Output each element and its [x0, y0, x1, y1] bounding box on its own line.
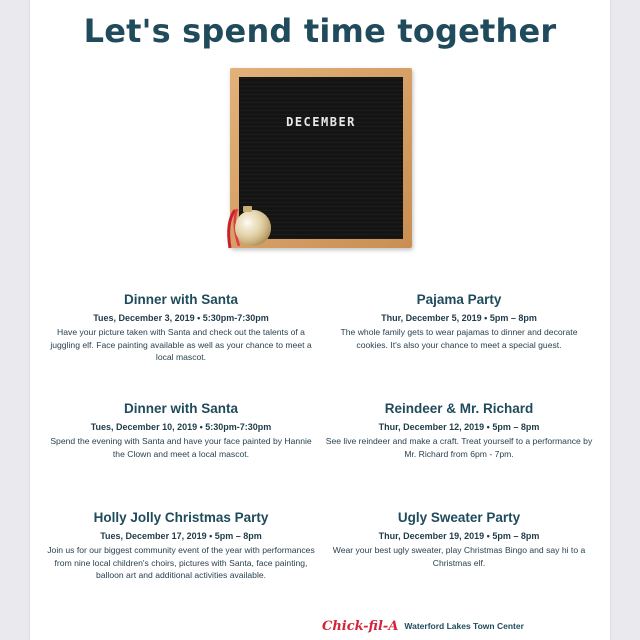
- event-description: Have your picture taken with Santa and check out the talents of a juggling elf. Face painting available as well as your chance to meet a local mascot.: [50, 327, 312, 363]
- event-pajama-party: [324, 292, 594, 351]
- event-description: See live reindeer and make a craft. Treat yourself to a performance by Mr. Richard from 6pm - 7pm.: [325, 436, 593, 459]
- event-datetime: Tues, December 10, 2019 • 5:30pm-7:30pm: [90, 422, 272, 432]
- footer: [322, 614, 524, 638]
- event-datetime: Thur, December 5, 2019 • 5pm – 8pm: [381, 313, 537, 323]
- letter-board-text: DECEMBER: [286, 115, 356, 129]
- ornament-icon: [205, 200, 285, 260]
- event-description: The whole family gets to wear pajamas to dinner and decorate cookies. It's also your chance to meet a special guest.: [340, 327, 578, 350]
- event-title: Ugly Sweater Party: [397, 510, 521, 525]
- letter-board-image: [205, 66, 417, 254]
- event-title: Reindeer & Mr. Richard: [384, 401, 534, 416]
- event-dinner-with-santa-dec-3: [46, 292, 316, 364]
- event-description: Join us for our biggest community event of the year with performances from nine local children's choirs, pictures with Santa, face painting, balloon art and additional activities available.: [47, 545, 315, 581]
- event-description: Wear your best ugly sweater, play Christmas Bingo and say hi to a Christmas elf.: [332, 545, 586, 568]
- flyer-page: [30, 0, 610, 640]
- event-dinner-with-santa-dec-10: [46, 401, 316, 460]
- event-datetime: Thur, December 19, 2019 • 5pm – 8pm: [378, 531, 540, 541]
- event-title: Dinner with Santa: [123, 292, 238, 307]
- event-title: Dinner with Santa: [123, 401, 238, 416]
- event-description: Spend the evening with Santa and have your face painted by Hannie the Clown and meet a local mascot.: [50, 436, 312, 459]
- chick-fil-a-logo: Chick-fil-A: [322, 618, 399, 634]
- event-datetime: Tues, December 3, 2019 • 5:30pm-7:30pm: [93, 313, 269, 323]
- event-datetime: Tues, December 17, 2019 • 5pm – 8pm: [100, 531, 262, 541]
- event-reindeer-mr-richard: [324, 401, 594, 460]
- event-datetime: Thur, December 12, 2019 • 5pm – 8pm: [378, 422, 540, 432]
- event-title: Holly Jolly Christmas Party: [93, 510, 269, 525]
- event-holly-jolly-party: [46, 510, 316, 582]
- event-ugly-sweater-party: [324, 510, 594, 569]
- page-title: Let's spend time together: [83, 12, 557, 50]
- event-title: Pajama Party: [416, 292, 502, 307]
- venue-name: Waterford Lakes Town Center: [404, 621, 524, 631]
